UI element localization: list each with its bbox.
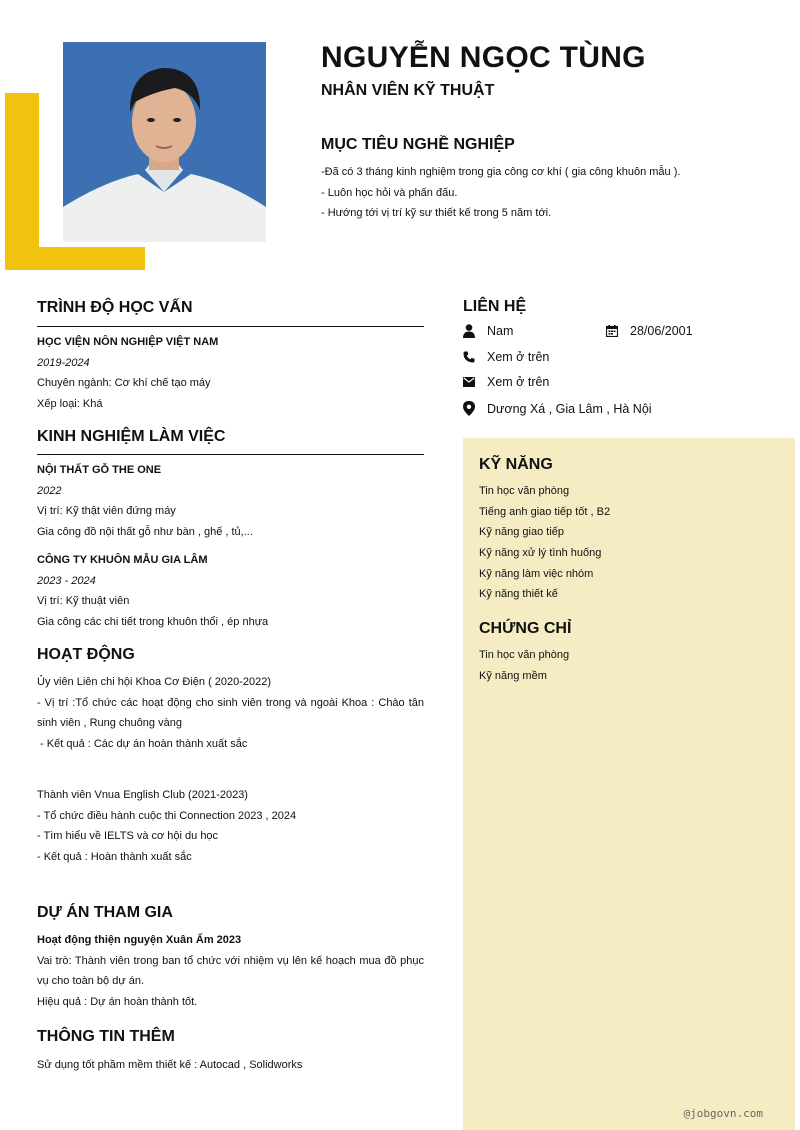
job-entry	[37, 460, 424, 542]
objective-list	[321, 162, 771, 224]
skills-panel	[463, 438, 795, 1130]
contact-title: LIÊN HỆ	[463, 298, 527, 315]
job-company: CÔNG TY KHUÔN MẪU GIA LÂM	[37, 554, 208, 566]
project-role: Vai trò: Thành viên trong ban tổ chức với nhiệm vụ lên kế hoạch mua đồ phục vụ cho toàn bộ dự án.	[37, 954, 424, 987]
job-role: Vị trí: Kỹ thuật viên	[37, 595, 130, 607]
activity-heading: Thành viên Vnua English Club (2021-2023)	[37, 789, 248, 801]
school-name: HỌC VIỆN NÔN NGHIỆP VIỆT NAM	[37, 336, 219, 348]
skill-item: Tin học văn phòng	[479, 485, 570, 497]
address-text: Dương Xá , Gia Lâm , Hà Nội	[487, 401, 652, 416]
job-period: 2023 - 2024	[37, 574, 96, 587]
education-grade: Xếp loại: Khá	[37, 397, 103, 410]
education-divider	[37, 326, 424, 327]
extra-info-title: THÔNG TIN THÊM	[37, 1028, 175, 1045]
certificates-title: CHỨNG CHỈ	[479, 620, 572, 637]
education-entry	[37, 332, 424, 414]
candidate-name: NGUYỄN NGỌC TÙNG	[321, 41, 646, 74]
job-description: Gia công đồ nội thất gỗ như bàn , ghế , tủ,...	[37, 525, 253, 538]
mail-icon	[463, 377, 475, 387]
accent-bar-vertical	[5, 93, 39, 270]
location-pin-icon	[463, 401, 475, 416]
activity-result: - Kết quả : Các dự án hoàn thành xuất sắc	[37, 737, 248, 750]
contact-gender	[463, 324, 513, 338]
experience-title: KINH NGHIỆM LÀM VIỆC	[37, 428, 226, 445]
contact-phone	[463, 350, 549, 364]
project-name: Hoạt động thiện nguyện Xuân Ấm 2023	[37, 934, 242, 946]
project-entry	[37, 930, 424, 1012]
project-result: Hiệu quả : Dự án hoàn thành tốt.	[37, 995, 198, 1008]
gender-text: Nam	[487, 324, 514, 338]
contact-birthday	[606, 324, 693, 338]
skill-item: Kỹ năng xử lý tình huống	[479, 547, 602, 560]
extra-info-text: Sử dụng tốt phầm mềm thiết kế : Autocad , Solidworks	[37, 1059, 303, 1071]
phone-text: Xem ở trên	[487, 350, 550, 364]
phone-icon	[463, 351, 475, 363]
objective-line: - Hướng tới vị trí kỹ sư thiết kế trong 5 năm tới.	[321, 207, 552, 219]
education-major: Chuyên ngành: Cơ khí chế tạo máy	[37, 377, 211, 389]
projects-title: DỰ ÁN THAM GIA	[37, 904, 173, 921]
certificates-list	[479, 645, 569, 686]
accent-bar-horizontal	[5, 247, 145, 270]
job-period: 2022	[37, 484, 62, 497]
education-title: TRÌNH ĐỘ HỌC VẤN	[37, 299, 193, 316]
skills-title: KỸ NĂNG	[479, 456, 553, 473]
activity-line: - Tìm hiểu về IELTS và cơ hội du học	[37, 830, 219, 842]
skill-item: Kỹ năng làm việc nhóm	[479, 567, 594, 580]
job-role: Vị trí: Kỹ thật viên đứng máy	[37, 505, 176, 517]
skill-item: Kỹ năng giao tiếp	[479, 526, 565, 539]
contact-email	[463, 375, 549, 389]
objective-line: - Luôn học hỏi và phấn đấu.	[321, 186, 458, 199]
profile-photo	[63, 42, 266, 242]
job-entry	[37, 550, 424, 632]
email-text: Xem ở trên	[487, 375, 550, 389]
person-icon	[463, 324, 475, 338]
birthday-text: 28/06/2001	[630, 324, 693, 338]
calendar-icon	[606, 325, 618, 337]
activity-group	[37, 785, 424, 867]
objective-title: MỤC TIÊU NGHỀ NGHIỆP	[321, 136, 515, 153]
activity-heading: Ủy viên Liên chi hội Khoa Cơ Điện ( 2020-2022)	[37, 676, 272, 688]
certificate-item: Kỹ năng mềm	[479, 669, 547, 682]
education-period: 2019-2024	[37, 356, 90, 369]
skill-item: Kỹ năng thiết kế	[479, 588, 558, 601]
objective-line: -Đã có 3 tháng kinh nghiệm trong gia công cơ khí ( gia công khuôn mẫu ).	[321, 166, 681, 178]
activity-line: - Kết quả : Hoàn thành xuất sắc	[37, 850, 192, 863]
contact-address	[463, 401, 652, 416]
watermark: @jobgovn.com	[683, 1107, 763, 1120]
certificate-item: Tin học văn phòng	[479, 649, 570, 661]
skill-item: Tiếng anh giao tiếp tốt , B2	[479, 505, 611, 518]
candidate-position: NHÂN VIÊN KỸ THUẬT	[321, 82, 495, 99]
skills-list	[479, 481, 610, 605]
experience-divider	[37, 454, 424, 455]
activity-line: - Tổ chức điều hành cuộc thi Connection 2023 , 2024	[37, 809, 297, 822]
job-description: Gia công các chi tiết trong khuôn thổi , ép nhựa	[37, 615, 269, 628]
activity-role: - Vị trí :Tổ chức các hoạt động cho sinh viên trong và ngoài Khoa : Chào tân sinh viên , Rung chuông vàng	[37, 696, 424, 729]
job-company: NỘI THẤT GỖ THE ONE	[37, 464, 162, 476]
activities-title: HOẠT ĐỘNG	[37, 646, 135, 663]
activity-group	[37, 672, 424, 754]
